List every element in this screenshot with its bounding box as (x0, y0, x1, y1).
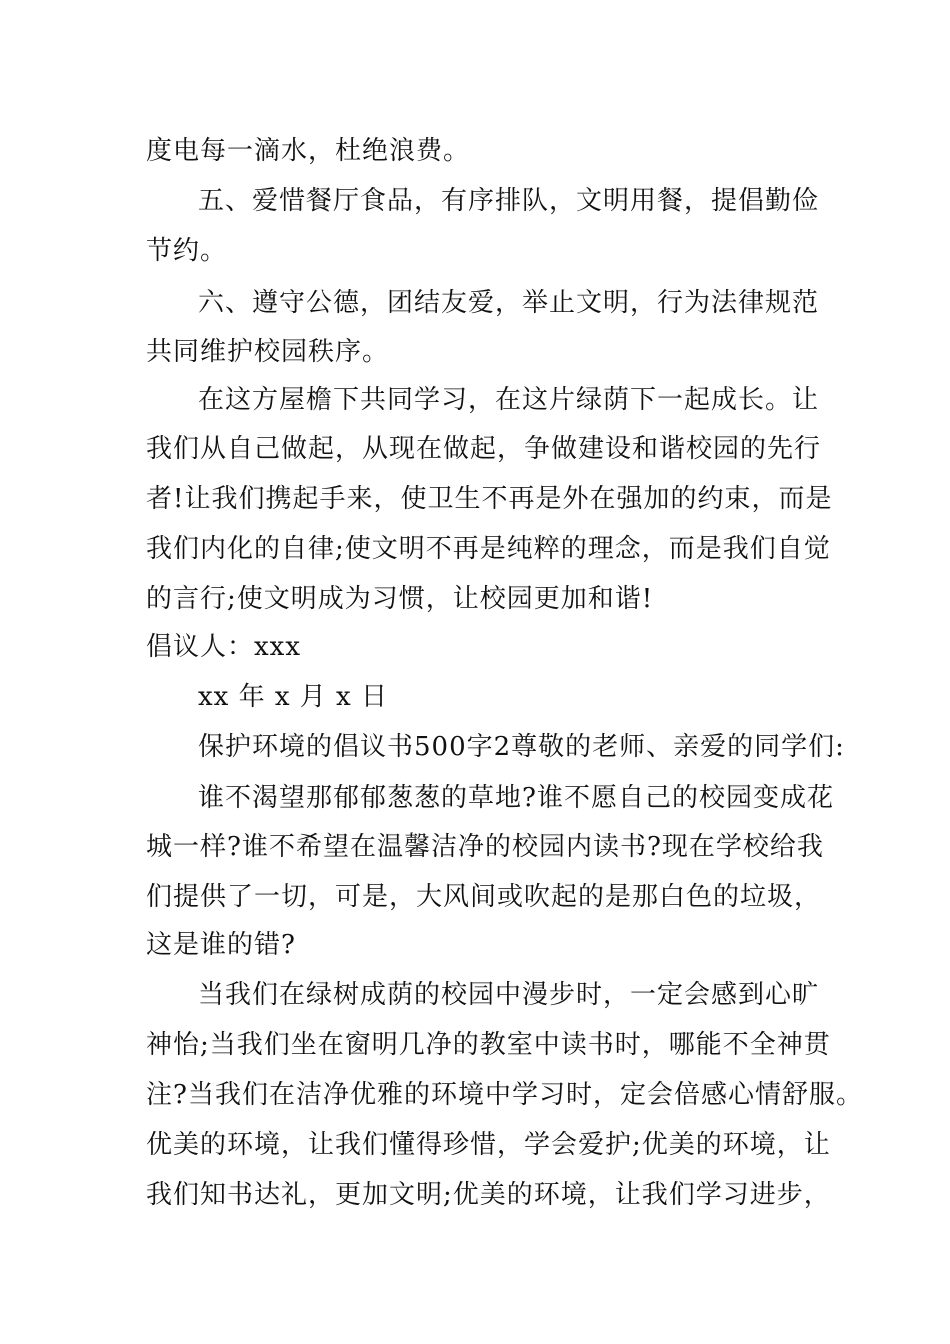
text-line: 者!让我们携起手来，使卫生不再是外在强加的约束，而是 (146, 484, 833, 514)
text-line: 城一样?谁不希望在温馨洁净的校园内读书?现在学校给我 (146, 832, 824, 862)
text-line: 这是谁的错? (146, 930, 296, 960)
text-line: 五、爱惜餐厅食品，有序排队，文明用餐，提倡勤俭 (198, 186, 820, 216)
text-line: 我们从自己做起，从现在做起，争做建设和谐校园的先行 (146, 434, 822, 464)
text-line: 注?当我们在洁净优雅的环境中学习时，定会倍感心情舒服。 (146, 1080, 863, 1110)
text-line: 度电每一滴水，杜绝浪费。 (146, 136, 471, 166)
text-line: 神怡;当我们坐在窗明几净的教室中读书时，哪能不全神贯 (146, 1030, 831, 1060)
date-line: xx 年 x 月 x 日 (198, 682, 388, 712)
text-line: 优美的环境，让我们懂得珍惜，学会爱护;优美的环境，让 (146, 1130, 831, 1160)
text-line: 在这方屋檐下共同学习，在这片绿荫下一起成长。让 (198, 385, 820, 415)
text-line: 谁不渴望那郁郁葱葱的草地?谁不愿自己的校园变成花 (198, 783, 834, 813)
text-line: 我们知书达礼，更加文明;优美的环境，让我们学习进步， (146, 1180, 831, 1210)
text-line: 当我们在绿树成荫的校园中漫步时，一定会感到心旷 (198, 980, 820, 1010)
text-line: 的言行;使文明成为习惯，让校园更加和谐! (146, 584, 654, 614)
section-heading: 保护环境的倡议书500字2尊敬的老师、亲爱的同学们: (198, 732, 845, 762)
text-line: 节约。 (146, 236, 228, 266)
text-line: 们提供了一切，可是，大风间或吹起的是那白色的垃圾， (146, 882, 822, 912)
text-line: 六、遵守公德，团结友爱，举止文明，行为法律规范 (198, 288, 820, 318)
text-line: 共同维护校园秩序。 (146, 337, 390, 367)
signatory-line: 倡议人：xxx (146, 632, 301, 662)
text-line: 我们内化的自律;使文明不再是纯粹的理念，而是我们自觉 (146, 534, 831, 564)
